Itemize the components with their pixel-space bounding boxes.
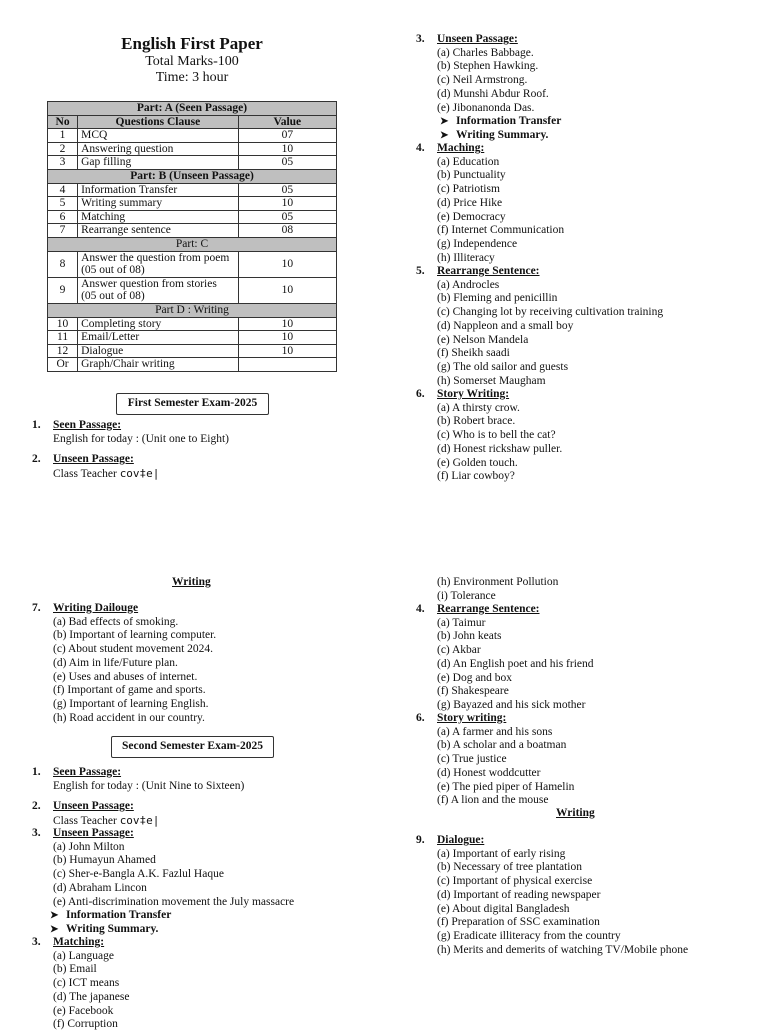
section-heading: Story Writing: [437,388,510,400]
section-number: 1. [32,766,41,778]
section-text: Class Teacher [53,467,120,480]
item-list [437,617,757,713]
list-item: (g) Eradicate illiteracy from the country [437,929,621,942]
section-heading: Unseen Passage: [53,453,134,465]
list-item: (c) True justice [437,753,507,766]
bullet-text: Information Transfer [66,909,172,922]
list-item: (e) Golden touch. [437,456,518,469]
table-row [48,197,337,211]
section-heading: Maching: [437,142,485,154]
ss-rearrange-sentence [416,603,757,713]
row-number: 5 [48,197,78,211]
row-clause: Dialogue [78,344,239,358]
row-value: 10 [238,331,336,345]
list-item: (b) Stephen Hawking. [437,60,539,73]
row-number: 10 [48,317,78,331]
bullet-item [437,129,757,143]
list-item: (e) Jibonanonda Das. [437,101,535,114]
ss-unseen-passage [32,800,353,828]
list-item: (f) Corruption [53,1018,118,1031]
list-item: (b) Email [53,963,97,976]
section-heading: Seen Passage: [53,766,122,778]
first-semester-box: First Semester Exam-2025 [116,393,269,415]
list-item: (e) Nelson Mandela [437,333,529,346]
item-list [437,402,757,484]
row-value [238,358,336,372]
column-header: No [48,115,78,129]
arrow-bullet-icon: ➤ [50,923,59,935]
bullet-text: Writing Summary. [66,922,159,935]
total-marks: Total Marks-100 [145,54,239,69]
item-list [437,279,757,389]
row-value: 10 [238,197,336,211]
part-c-heading: Part: C [48,237,337,251]
list-item: (e) Dog and box [437,671,513,684]
fs-rearrange-sentence [416,265,757,388]
ss-matching-continued [437,576,757,603]
row-number: 9 [48,277,78,303]
list-item: (f) Internet Communication [437,224,565,237]
row-clause: Rearrange sentence [78,224,239,238]
list-item: (e) Uses and abuses of internet. [53,670,198,683]
section-heading: Rearrange Sentence: [437,603,540,615]
row-clause: Graph/Chair writing [78,358,239,372]
list-item: (c) Who is to bell the cat? [437,429,556,442]
section-number: 4. [416,603,425,615]
section-heading: Dialogue: [437,834,485,846]
list-item: (h) Illiteracy [437,251,495,264]
row-number: 8 [48,251,78,277]
ss-seen-passage [32,766,353,793]
section-heading: Unseen Passage: [53,827,134,839]
section-heading: Story writing: [437,712,507,724]
table-row [48,183,337,197]
row-value: 10 [238,277,336,303]
list-item: (b) Fleming and penicillin [437,292,558,305]
list-item: (a) John Milton [53,840,125,853]
table-section-row [48,102,337,116]
section-heading: Rearrange Sentence: [437,265,540,277]
ss-dialogue [416,834,757,957]
ss-story-writing [416,712,757,808]
row-number: 3 [48,156,78,170]
table-row [48,129,337,143]
bullet-text: Writing Summary. [456,128,549,141]
item-list [437,848,757,958]
section-number: 3. [32,827,41,839]
table-row [48,224,337,238]
list-item: (f) A lion and the mouse [437,794,549,807]
section-heading: Writing Dailouge [53,602,139,614]
section-number: 3. [32,936,41,948]
list-item: (f) Shakespeare [437,685,509,698]
list-item: (f) Liar cowboy? [437,470,515,483]
row-clause: Answering question [78,142,239,156]
list-item: (a) Androcles [437,278,500,291]
item-list [53,950,353,1032]
fs-matching [416,142,757,265]
item-list [437,156,757,266]
table-header-row [48,115,337,129]
arrow-bullet-icon: ➤ [50,910,59,922]
section-heading: Unseen Passage: [53,800,134,812]
list-item: (b) Humayun Ahamed [53,854,156,867]
section-heading: Seen Passage: [53,419,122,431]
row-clause: Gap filling [78,156,239,170]
item-list [437,576,757,603]
list-item: (d) Munshi Abdur Roof. [437,87,549,100]
row-value: 07 [238,129,336,143]
table-section-row [48,237,337,251]
list-item: (c) Changing lot by receiving cultivation training [437,306,664,319]
row-value: 05 [238,210,336,224]
list-item: (b) John keats [437,630,502,643]
list-item: (d) Price Hike [437,196,503,209]
section-number: 6. [416,388,425,400]
row-clause: Answer the question from poem (05 out of 08) [78,251,239,277]
section-text-line [53,467,353,482]
item-list [53,841,373,910]
list-item: (a) Bad effects of smoking. [53,615,179,628]
section-text: Class Teacher [53,814,120,827]
list-item: (a) A thirsty crow. [437,401,520,414]
table-row [48,358,337,372]
list-item: (a) Important of early rising [437,847,566,860]
list-item: (e) Facebook [53,1004,114,1017]
row-clause: Completing story [78,317,239,331]
fs-seen-passage [32,419,353,446]
list-item: (b) Necessary of tree plantation [437,861,582,874]
bullet-item [47,923,373,937]
part-d-heading: Part D : Writing [48,303,337,317]
table-row [48,251,337,277]
arrow-bullet-icon: ➤ [440,116,449,128]
list-item: (i) Tolerance [437,589,496,602]
list-item: (a) Education [437,155,500,168]
arrow-bullet-icon: ➤ [440,129,449,141]
list-item: (c) Important of physical exercise [437,875,593,888]
list-item: (c) Sher-e-Bangla A.K. Fazlul Haque [53,868,224,881]
section-number: 1. [32,419,41,431]
row-clause: Writing summary [78,197,239,211]
writing-heading: Writing [556,807,595,819]
fs-writing-dialogue [32,602,353,725]
item-list [437,726,757,808]
fs-story-writing [416,388,757,484]
row-value: 10 [238,142,336,156]
list-item: (d) Aim in life/Future plan. [53,656,178,669]
list-item: (a) Taimur [437,616,486,629]
row-number: Or [48,358,78,372]
section-number: 6. [416,712,425,724]
section-number: 2. [32,453,41,465]
section-heading: Matching: [53,936,105,948]
list-item: (g) The old sailor and guests [437,360,569,373]
list-item: (b) A scholar and a boatman [437,739,567,752]
list-item: (a) Charles Babbage. [437,46,534,59]
fs-unseen-passage [32,453,353,481]
list-item: (g) Important of learning English. [53,697,209,710]
row-number: 7 [48,224,78,238]
row-number: 2 [48,142,78,156]
list-item: (h) Road accident in our country. [53,711,205,724]
section-number: 7. [32,602,41,614]
exam-time: Time: 3 hour [155,70,229,85]
row-clause: Matching [78,210,239,224]
part-b-heading: Part: B (Unseen Passage) [48,169,337,183]
row-number: 6 [48,210,78,224]
table-row [48,210,337,224]
list-item: (e) Democracy [437,210,506,223]
row-value: 10 [238,344,336,358]
section-number: 9. [416,834,425,846]
list-item: (e) The pied piper of Hamelin [437,780,575,793]
column-header: Questions Clause [78,115,239,129]
section-text: English for today : (Unit Nine to Sixteen) [53,779,245,792]
row-value: 10 [238,251,336,277]
list-item: (d) Important of reading newspaper [437,888,601,901]
list-item: (f) Important of game and sports. [53,684,206,697]
row-clause: Answer question from stories (05 out of 08) [78,277,239,303]
ss-matching [32,936,353,1032]
list-item: (b) Punctuality [437,169,506,182]
table-row [48,156,337,170]
writing-heading: Writing [172,576,211,588]
row-value: 10 [238,317,336,331]
list-item: (h) Merits and demerits of watching TV/Mobile phone [437,943,689,956]
paper-title: English First Paper [121,34,263,53]
list-item: (c) Akbar [437,644,481,657]
section-text-bengali: cov‡e| [119,466,160,480]
part-a-heading: Part: A (Seen Passage) [48,102,337,116]
section-text-bengali: cov‡e| [119,813,160,827]
bullet-item [47,909,373,923]
item-list [53,616,353,726]
list-item: (f) Sheikh saadi [437,347,510,360]
list-item: (c) ICT means [53,977,120,990]
ss-unseen-passage-list [32,827,373,937]
section-number: 4. [416,142,425,154]
list-item: (c) Neil Armstrong. [437,74,528,87]
row-value: 08 [238,224,336,238]
second-semester-box: Second Semester Exam-2025 [111,736,274,758]
list-item: (b) Important of learning computer. [53,629,217,642]
list-item: (h) Somerset Maugham [437,374,546,387]
section-number: 3. [416,33,425,45]
row-value: 05 [238,183,336,197]
section-heading: Unseen Passage: [437,33,518,45]
list-item: (d) Nappleon and a small boy [437,319,574,332]
row-clause: Email/Letter [78,331,239,345]
list-item: (a) Language [53,949,114,962]
bullet-item [437,115,757,129]
list-item: (a) A farmer and his sons [437,725,553,738]
list-item: (c) Patriotism [437,183,500,196]
table-row [48,331,337,345]
row-clause: MCQ [78,129,239,143]
table-row [48,317,337,331]
list-item: (d) The japanese [53,990,130,1003]
fs-unseen-passage-list [416,33,757,143]
list-item: (g) Bayazed and his sick mother [437,698,586,711]
row-number: 1 [48,129,78,143]
bullet-text: Information Transfer [456,115,562,128]
row-number: 12 [48,344,78,358]
row-number: 11 [48,331,78,345]
list-item: (b) Robert brace. [437,415,516,428]
list-item: (h) Environment Pollution [437,576,559,588]
marks-distribution-table [47,101,337,372]
row-value: 05 [238,156,336,170]
item-list [437,47,757,116]
list-item: (d) An English poet and his friend [437,657,594,670]
row-number: 4 [48,183,78,197]
list-item: (f) Preparation of SSC examination [437,916,600,929]
section-number: 2. [32,800,41,812]
list-item: (e) About digital Bangladesh [437,902,570,915]
table-section-row [48,303,337,317]
list-item: (d) Honest rickshaw puller. [437,442,563,455]
list-item: (d) Honest woddcutter [437,766,541,779]
row-clause: Information Transfer [78,183,239,197]
column-header: Value [238,115,336,129]
section-number: 5. [416,265,425,277]
list-item: (c) About student movement 2024. [53,643,214,656]
list-item: (e) Anti-discrimination movement the July massacre [53,895,295,908]
table-row [48,142,337,156]
table-section-row [48,169,337,183]
table-row [48,344,337,358]
table-row [48,277,337,303]
list-item: (d) Abraham Lincon [53,881,147,894]
section-text: English for today : (Unit one to Eight) [53,432,229,445]
list-item: (g) Independence [437,237,518,250]
